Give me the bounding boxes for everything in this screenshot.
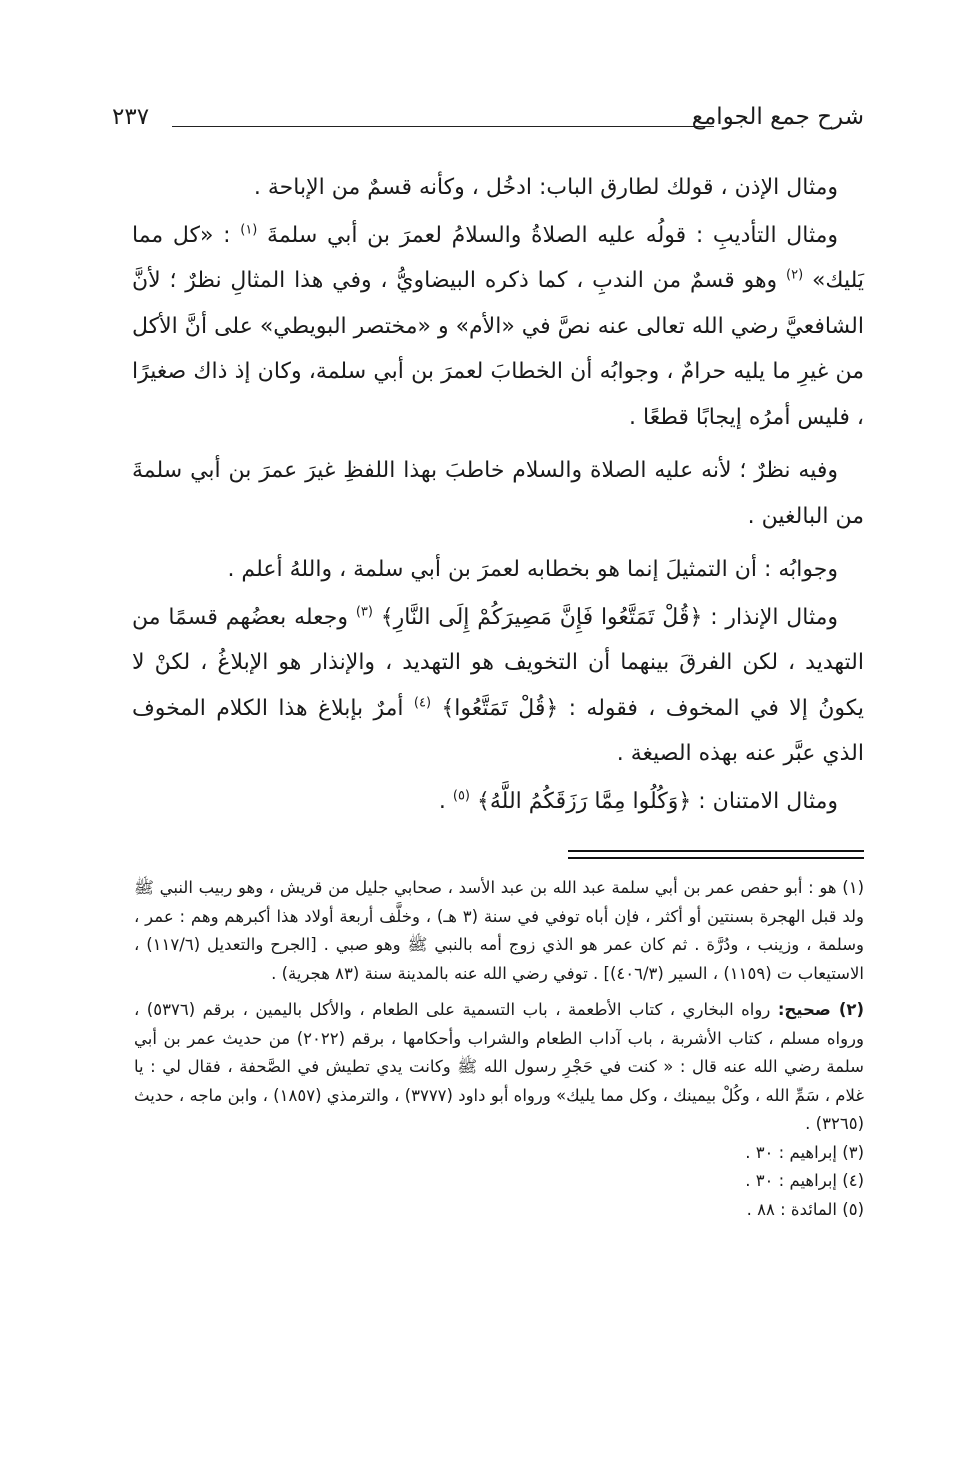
header-rule [172,126,714,127]
page-number: ٢٣٧ [112,104,150,130]
footnote-ref-2[interactable]: (٢) [786,267,804,283]
paragraph-warning: ومثال الإنذار : ﴿قُلْ تَمَتَّعُوا فَإِنَّ مَصِيرَكُمْ إِلَى النَّارِ﴾ $^{(٣)}$ وجعله بعضُهم قسمًا من التهديد ، لكن الفرقَ بينهما أن التخويف هو التهديد ، والإنذار هو الإبلاغُ ، لكنْ لا يكونُ إلا في المخوف ، فقوله : ﴿قُلْ تَمَتَّعُوا﴾ $^{(٤)}$ أمرٌ بإبلاغ هذا الكلام المخوف الذي عبَّر عنه بهذه الصيغة . [132,604,864,766]
paragraph-answer: وجوابُه : أن التمثيلَ إنما هو بخطابه لعمرَ بن أبي سلمة ، واللهُ أعلم . [227,557,838,582]
paragraph-favor: ومثال الامتنان : ﴿وَكُلُوا مِمَّا رَزَقَكُمُ اللَّهُ﴾ $^{(٥)}$ . [438,788,838,814]
footnote-ref-1[interactable]: (١) [240,222,258,238]
paragraph-permission: ومثال الإذن ، قولك لطارق الباب: ادخُل ، وكأنه قسمٌ من الإباحة . [253,175,838,200]
footnote-ref-4[interactable]: (٤) [413,695,432,711]
footnote-5: (٥) المائدة : ٨٨ . [746,1199,864,1219]
running-title: شرح جمع الجوامع [691,104,864,130]
page-header [112,100,864,140]
footnote-1: (١) هو : أبو حفص عمر بن أبي سلمة عبد الله بن عبد الأسد ، صحابي جليل من قريش ، وهو ربيب النبي ﷺ ولد قبل الهجرة بسنتين أو أكثر ، فإن أباه توفي في سنة (٣ هـ) ، وخلَّف أربعة أولاد هذا أكبرهم وهم : عمر ، وسلمة ، وزينب ، ودُرَّة . ثم كان عمر هو الذي زوج أمه بالنبي ﷺ وهو صبي . [الجرح والتعديل (١١٧/٦) ، الاستيعاب ت (١١٥٩) ، السير (٤٠٦/٣)] . توفي رضي الله عنه بالمدينة سنة (٨٣ هجرية) . [134,878,865,983]
footnote-4: (٤) إبراهيم : ٣٠ . [745,1171,864,1190]
main-text [132,165,864,826]
quran-verse-3: ﴿وَكُلُوا مِمَّا رَزَقَكُمُ اللَّهُ﴾ [477,788,692,814]
footnote-3: (٣) إبراهيم : ٣٠ . [745,1142,864,1162]
paragraph-discipline: ومثال التأديبِ : قولُه عليه الصلاةُ والسلامُ لعمرَ بن أبي سلمةَ $^{(١)}$ : «كل مما يَليك» $^{(٢)}$ وهو قسمٌ من الندبِ ، كما ذكره البيضاويُّ ، وفي هذا المثالِ نظرٌ ؛ لأنَّ الشافعيَّ رضي الله تعالى عنه نصَّ في «الأم» و «مختصر البويطي» على أنَّ الأكل من غيرِ ما يليه حرامٌ ، وجوابُه أن الخطابَ لعمرَ بن أبي سلمة، وكان إذ ذاك صغيرًا ، فليس أمرُه إيجابًا قطعًا . [132,222,864,430]
footnote-2: (٢) صحيح: رواه البخاري ، كتاب الأطعمة ، باب التسمية على الطعام ، والأكل باليمين ، برقم (٥٣٧٦) ، ورواه مسلم ، كتاب الأشربة ، باب آداب الطعام والشراب وأحكامها ، برقم (٢٠٢٢) من حديث عمر بن أبي سلمة رضي الله عنه قال : « كنت في حَجْرِ رسول الله ﷺ وكانت يدي تطيش في الصَّحفة ، فقال لي : يا غلام ، سَمِّ الله ، وكُلْ بيمينك ، وكل مما يليك» ورواه أبو داود (٣٧٧٧) ، والترمذي (١٨٥٧) ، وابن ماجه ، حديث (٣٢٦٥) . [134,1000,864,1133]
footnote-ref-5[interactable]: (٥) [452,788,470,804]
paragraph-objection: وفيه نظرٌ ؛ لأنه عليه الصلاة والسلام خاطبَ بهذا اللفظِ غيرَ عمرَ بن أبي سلمةَ من البالغين . [132,458,864,529]
footnote-separator [568,850,864,859]
quran-verse-1: ﴿قُلْ تَمَتَّعُوا فَإِنَّ مَصِيرَكُمْ إِلَى النَّارِ﴾ [380,604,703,630]
footnote-ref-3[interactable]: (٣) [355,604,373,620]
footnotes [134,874,864,1224]
quran-verse-2: ﴿قُلْ تَمَتَّعُوا﴾ [441,695,559,721]
footnote-2-label: (٢) صحيح: [777,1000,864,1019]
